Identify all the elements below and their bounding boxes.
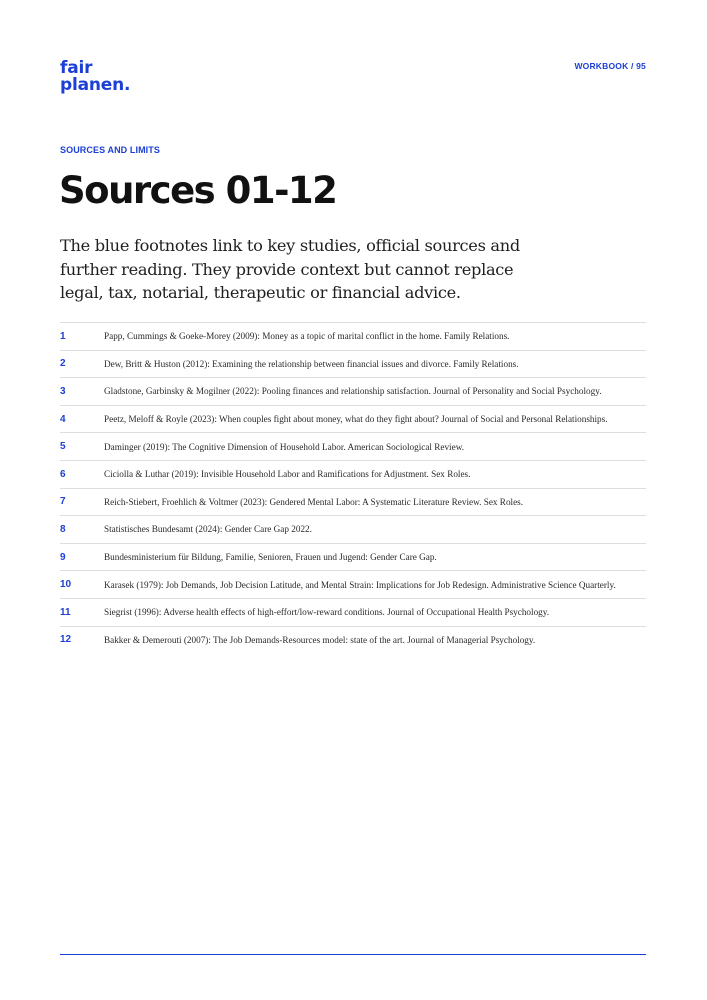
source-citation: Statistisches Bundesamt (2024): Gender Care Gap 2022.: [104, 524, 312, 535]
source-citation: Reich-Stiebert, Froehlich & Voltmer (2023): Gendered Mental Labor: A Systematic Literature Review. Sex Roles.: [104, 496, 524, 507]
brand-logo: [60, 60, 130, 94]
source-citation: Dew, Britt & Huston (2012): Examining the relationship between financial issues and divorce. Family Relations.: [104, 358, 519, 369]
source-row: [60, 377, 646, 405]
source-citation: Siegrist (1996): Adverse health effects of high-effort/low-reward conditions. Journal of Occupational Health Psychology.: [104, 607, 550, 618]
source-number: 8: [60, 523, 66, 535]
page-label: WORKBOOK / 95: [574, 61, 646, 71]
source-number: 2: [60, 358, 66, 370]
source-row: [60, 570, 646, 598]
source-row: [60, 460, 646, 488]
source-citation: Peetz, Meloff & Royle (2023): When couples fight about money, what do they fight about? Journal of Social and Personal Relationships.: [104, 414, 608, 425]
source-citation: Daminger (2019): The Cognitive Dimension of Household Labor. American Sociological Review.: [104, 441, 465, 452]
logo-line-1: fair: [60, 58, 93, 78]
source-number: 11: [60, 606, 71, 618]
source-row: [60, 488, 646, 516]
footer-rule: [60, 954, 646, 955]
source-number: 3: [60, 385, 66, 397]
source-number: 6: [60, 468, 66, 480]
source-row: [60, 515, 646, 543]
source-row: [60, 322, 646, 350]
source-number: 10: [60, 579, 72, 591]
page-title: Sources 01-12: [59, 169, 337, 212]
intro-paragraph: The blue footnotes link to key studies, official sources and further reading. They provide context but cannot replace legal, tax, notarial, therapeutic or financial advice.: [60, 236, 520, 302]
source-citation: Gladstone, Garbinsky & Mogilner (2022): Pooling finances and relationship satisfaction. Journal of Personality and Social Psychology.: [104, 386, 602, 397]
source-citation: Karasek (1979): Job Demands, Job Decision Latitude, and Mental Strain: Implications for Job Redesign. Administrative Science Quarterly.: [104, 579, 616, 590]
source-row: [60, 432, 646, 460]
source-number: 1: [60, 330, 66, 342]
source-citation: Bundesministerium für Bildung, Familie, Senioren, Frauen und Jugend: Gender Care Gap.: [104, 552, 437, 563]
source-citation: Papp, Cummings & Goeke-Morey (2009): Money as a topic of marital conflict in the home. Family Relations.: [104, 331, 510, 342]
source-number: 4: [60, 413, 66, 425]
source-row: [60, 350, 646, 378]
source-row: [60, 405, 646, 433]
section-kicker: SOURCES AND LIMITS: [60, 145, 160, 155]
source-row: [60, 626, 646, 654]
sources-list: [60, 322, 646, 653]
source-citation: Ciciolla & Luthar (2019): Invisible Household Labor and Ramifications for Adjustment. Sex Roles.: [104, 469, 471, 480]
source-number: 9: [60, 551, 66, 563]
source-row: [60, 543, 646, 571]
source-number: 7: [60, 496, 66, 508]
source-citation: Bakker & Demerouti (2007): The Job Demands-Resources model: state of the art. Journal of Managerial Psychology.: [104, 634, 536, 645]
source-number: 5: [60, 441, 66, 453]
source-row: [60, 598, 646, 626]
logo-line-2: planen.: [60, 75, 131, 95]
source-number: 12: [60, 634, 72, 646]
